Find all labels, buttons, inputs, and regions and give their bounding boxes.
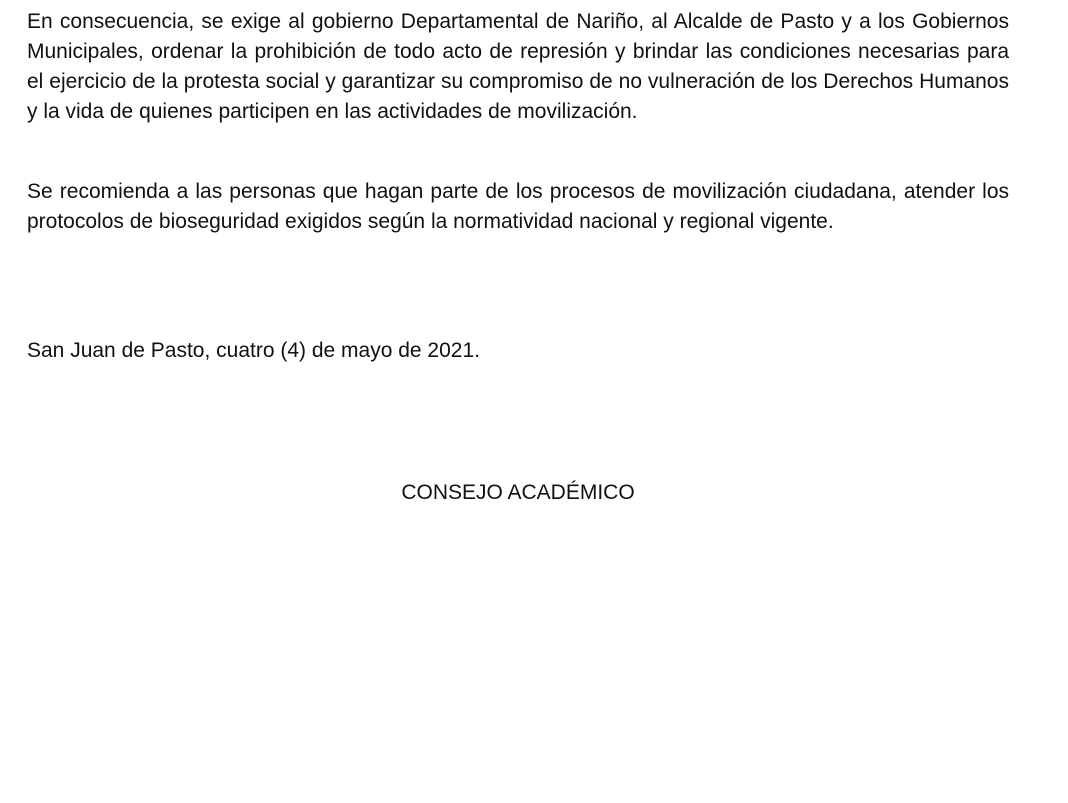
paragraph-demand: En consecuencia, se exige al gobierno Departamental de Nariño, al Alcalde de Pasto y a los Gobiernos Municipales, ordenar la prohibición de todo acto de represión y brindar las condiciones necesarias para el ejercicio de la protesta social y garantizar su compromiso de no vulneración de los Derechos Humanos y la vida de quienes participen en las actividades de movilización. [27,10,1009,123]
paragraph-recommendation: Se recomienda a las personas que hagan parte de los procesos de movilización ciudadana, atender los protocolos de bioseguridad exigidos según la normatividad nacional y regional vigente. [27,180,1009,233]
signature-block: CONSEJO ACADÉMICO [401,481,635,504]
dateline: San Juan de Pasto, cuatro (4) de mayo de 2021. [27,339,480,362]
